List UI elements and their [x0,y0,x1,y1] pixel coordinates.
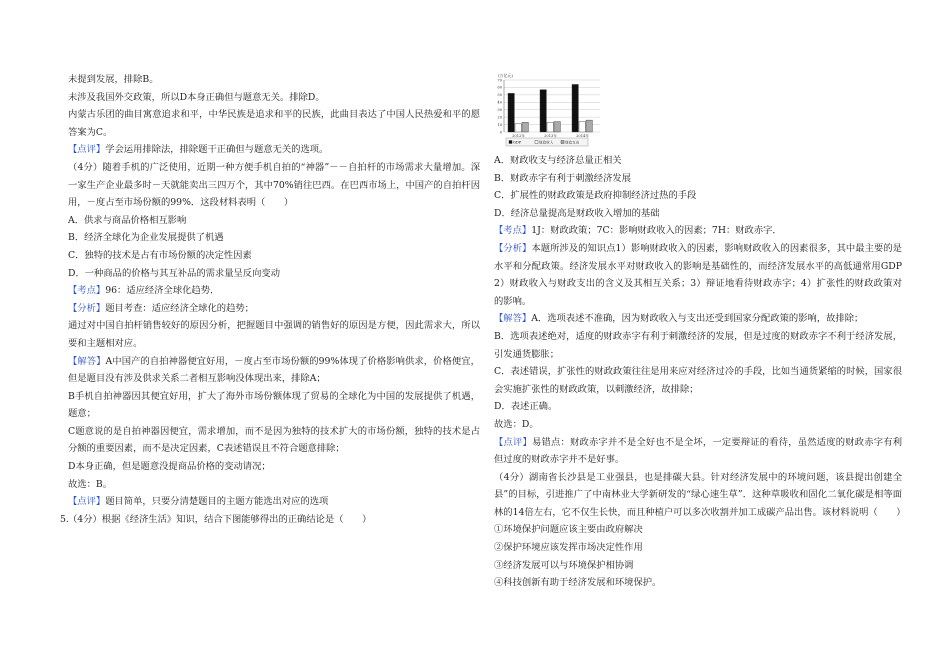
line-text: A．财政收支与经济总量正相关 [494,155,622,166]
y-tick-label: 10 [497,122,502,127]
line-text: 县”的目标，引进推广了中南林业大学新研发的“绿心速生草”．这种草吸收和固化二氧化碳是相等面 [494,489,902,501]
section-tag: 【分析】 [68,302,106,314]
question-number [68,159,69,177]
text-line [68,353,480,371]
line-text: 题目简单，只要分清楚题目的主题方能选出对应的选项 [105,496,329,508]
line-text: 本题所涉及的知识点1）影响财政收入的因素，影响财政收入的因素很多，其中最主要的是 [531,242,902,254]
y-tick-label: 40 [497,100,502,105]
text-line [68,71,480,89]
line-text: 未涉及我国外交政策，所以D本身正确但与题意无关。排除D。 [68,91,325,103]
text-line [494,363,902,381]
text-line [494,293,902,311]
line-text: C．表述错误，扩张性的财政政策往往是用来应对经济过冷的手段，比如当通货紧缩的时候，国家很 [494,366,902,378]
text-line [68,440,480,458]
bar-GDP [540,90,546,132]
y-tick-label: 60 [497,85,502,90]
text-line [68,194,480,212]
text-line [68,476,480,494]
line-text: D．表述正确。 [494,401,558,413]
bar-GDP [508,93,514,132]
line-text: 2）财政收入与财政支出的含义及其相互关系；3）辩证地看待财政赤字；4）扩张性的财政政策对 [494,278,902,290]
line-text: 题目考查：适应经济全球化的趋势； [105,302,254,314]
line-text: ①环境保护问题应该主要由政府解决 [494,524,643,536]
legend-swatch [509,141,512,144]
line-text: ②保护环境应该发挥市场决定性作用 [494,542,643,554]
line-text: 答案为C。 [68,126,113,138]
line-text: C．独特的技术是占有市场份额的决定性因素 [68,249,252,261]
text-line [494,258,902,276]
text-line [68,265,480,283]
left-column [60,71,480,528]
text-line [68,405,480,423]
text-line [494,240,902,258]
line-text: 要和主题相对应。 [68,337,143,349]
line-text: A中国产的自拍神器便宜好用，－度占至市场份额的99%体现了价格影响供求，价格便宜， [105,355,480,367]
legend-label: 财政支出 [565,140,580,145]
bar-财政收入 [579,122,585,132]
text-line [68,493,480,511]
line-text: 一家生产企业最多时－天就能卖出三四万个，其中70%销往巴西。在巴西市场上，中国产的自拍杆因 [68,179,480,191]
line-text: 学会运用排除法，排除题干正确但与题意无关的选项。 [105,144,329,156]
section-tag: 【点评】 [494,436,532,448]
section-tag: 【考点】 [494,225,532,237]
line-text: A．供求与商品价格相互影响 [68,214,187,226]
text-line [494,539,902,557]
text-line [494,381,902,399]
fiscal-bar-chart [492,72,604,150]
section-tag: 【分析】 [494,242,532,254]
text-line [494,557,902,575]
text-line [68,159,480,177]
bar-财政支出 [586,120,592,132]
x-tick-label: 2013年 [544,134,557,138]
section-tag: 【考点】 [68,285,106,297]
text-line [68,388,480,406]
section-tag: 【点评】 [68,144,106,156]
line-text: B．选项表述绝对，适度的财政赤字有利于刺激经济的发展，但是过度的财政赤字不利于经济发展， [494,330,902,342]
line-text: （4分）湖南省长沙县是工业强县，也是排碳大县。针对经济发展中的环境问题，该县提出创建全 [494,471,902,483]
bar-GDP [572,84,578,132]
y-tick-label: 70 [497,78,502,83]
line-text: 但过度的财政赤字并不是好事。 [494,454,625,466]
text-line [494,469,902,487]
text-line [68,106,480,124]
text-line [68,458,480,476]
text-line [494,222,902,240]
text-line [60,511,480,529]
chart-unit: (万亿元) [498,73,514,78]
line-text: D本身正确，但是题意没提商品价格的变动请况； [68,461,271,473]
x-tick-label: 2012年 [512,134,525,138]
text-line [68,247,480,265]
text-line [68,124,480,142]
y-tick-label: 30 [497,108,502,113]
line-text: 通过对中国自拍杆销售较好的原因分析，把握题目中强调的销售好的原因是方便，因此需求大，所以 [68,320,480,332]
text-line [494,521,902,539]
legend-swatch [535,141,538,144]
line-text: 1J：财政政策；7C：影响财政收入的因素；7H：财政赤字． [531,225,782,237]
text-line [68,370,480,388]
line-text: B．经济全球化为企业发展提供了机遇 [68,232,224,244]
line-text: A．选项表述不准确，因为财政收入与支出还受到国家分配政策的影响，故排除； [531,313,864,325]
section-tag: 【解答】 [68,355,106,367]
bar-财政收入 [547,122,553,132]
text-line [68,229,480,247]
text-line [68,317,480,335]
text-line [494,574,902,592]
text-line [68,335,480,353]
line-text: B手机自拍神器因其便宜好用，扩大了海外市场份额体现了贸易的全球化为中国的发展提供了机遇， [68,390,480,402]
line-text: 未提到发展，排除B。 [68,74,159,85]
legend-swatch [561,141,564,144]
line-text: 题意； [68,408,96,420]
text-line [68,141,480,159]
y-tick-label: 0 [499,130,502,135]
text-line [68,300,480,318]
line-text: ④科技创新有助于经济发展和环境保护。 [494,577,662,589]
text-line [494,346,902,364]
line-text: 的影响。 [494,295,532,307]
bar-财政收入 [515,124,521,132]
line-text: （4分）随着手机的广泛使用，近期一种方便手机自拍的“神器”－－自拍杆的市场需求大量增加。深 [68,161,480,173]
text-line [68,212,480,230]
text-line [494,152,902,170]
question-number [494,469,495,487]
line-text: 但是题目没有涉及供求关系二者相互影响没体现出来，排除A； [68,373,326,385]
line-text: ③经济发展可以与环境保护相协调 [494,559,634,571]
text-line [68,423,480,441]
text-line [494,328,902,346]
text-line [494,275,902,293]
y-tick-label: 50 [497,93,502,98]
text-line [494,504,906,522]
line-text: C题意说的是自拍神器因便宜，需求增加，而不是因为独特的技术扩大的市场份额，独特的技术是占 [68,425,480,437]
section-tag: 【解答】 [494,313,532,325]
line-text: 分额的重要因素，而不是决定因素，C表述错误且不符合题意排除； [68,443,345,455]
line-text: （4分）根据《经济生活》知识，结合下图能够得出的正确结论是（ ） [68,513,372,525]
line-text: C．扩展性的财政政策是政府抑制经济过热的手段 [494,190,697,202]
line-text: 易错点：财政赤字并不是全好也不是全坏，一定要辩证的看待，虽然适度的财政赤字有利 [531,436,902,448]
line-text: 会实施扩张性的财政政策，以刺激经济，故排除； [494,383,699,395]
text-line [68,282,480,300]
line-text: 96：适应经济全球化趋势． [105,285,220,297]
y-tick-label: 20 [497,115,502,120]
text-line [494,451,902,469]
line-text: 水平和分配政策。经济发展水平对财政收入的影响是基础性的，而经济发展水平的高低通常用GDP [494,260,902,272]
bar-财政支出 [554,122,560,132]
line-text: 内蒙古乐团的曲目寓意追求和平，中华民族是追求和平的民族，此曲目表达了中国人民热爱和平的愿 [68,109,480,121]
question-number: 5. [60,513,69,525]
line-text: 引发通货膨胀； [494,348,560,360]
line-text: 用，－度占至市场份额的99%．这段材料表明（ ） [68,197,294,209]
line-text: 故选：D。 [494,418,539,430]
text-line [494,486,902,504]
text-line [494,416,902,434]
x-tick-label: 2014年 [576,134,589,138]
text-line [494,310,902,328]
legend-label: GDP [513,140,522,145]
text-line [494,205,902,223]
text-line [494,170,902,188]
section-tag: 【点评】 [68,496,106,508]
line-text: 林的14倍左右，它不仅生长快，而且种植户可以多次收割并加工成碳产品出售。该材料说明（ ） [494,506,906,518]
line-text: D．经济总量提高是财政收入增加的基础 [494,207,660,219]
text-line [494,187,902,205]
right-column [494,152,906,592]
legend-label: 财政收入 [539,140,554,145]
text-line [68,89,480,107]
text-line [494,434,902,452]
bar-财政支出 [522,122,528,132]
line-text: B．财政赤字有利于刺激经济发展 [494,172,631,184]
line-text: 故选：B。 [68,478,113,490]
text-line [494,398,902,416]
line-text: D．一种商品的价格与其互补品的需求量呈反向变动 [68,267,280,279]
text-line [68,177,480,195]
